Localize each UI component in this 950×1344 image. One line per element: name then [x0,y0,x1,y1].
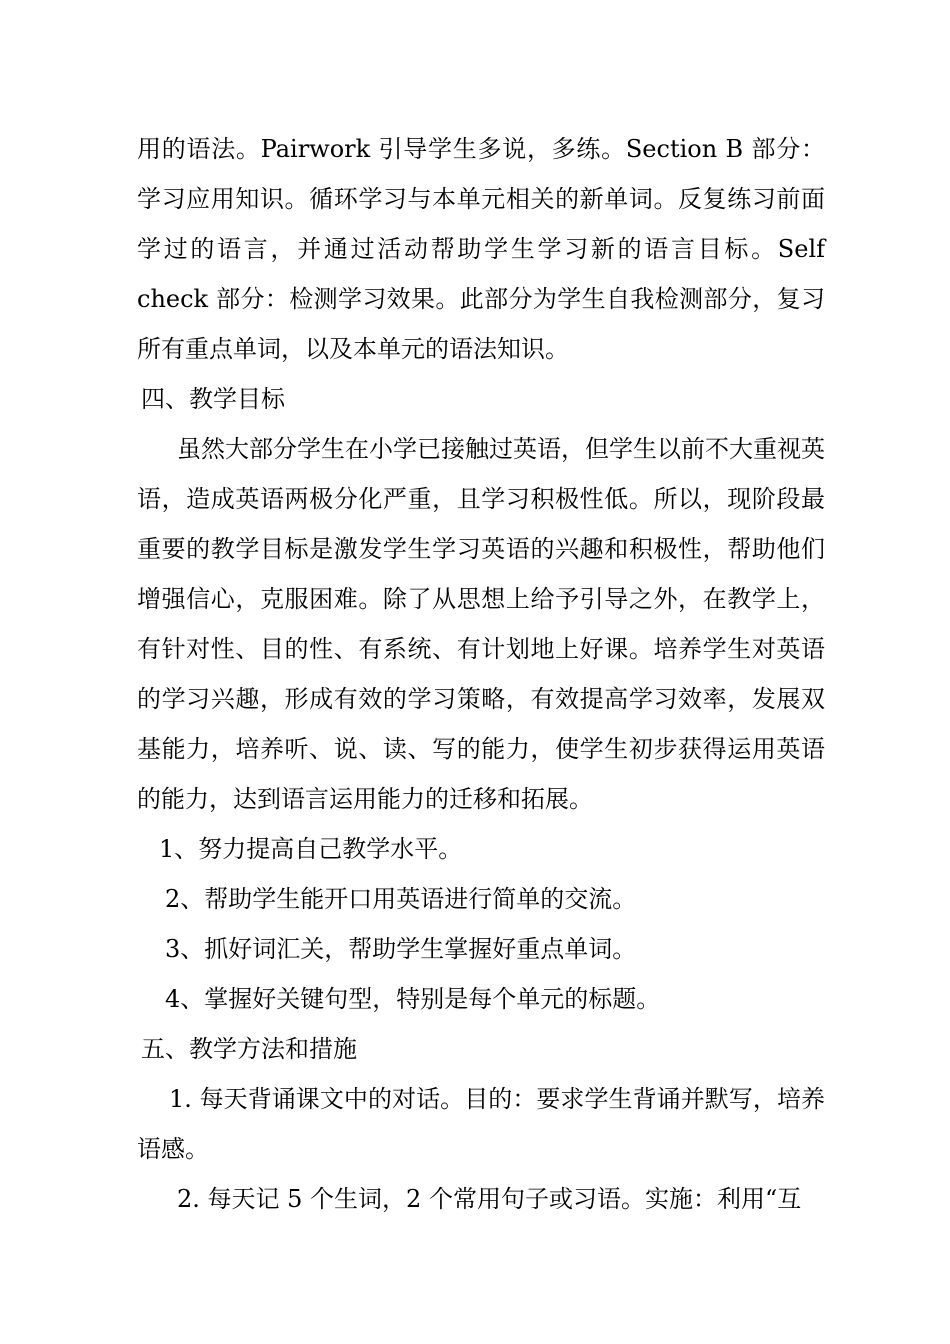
objectives-paragraph: 虽然大部分学生在小学已接触过英语，但学生以前不大重视英语，造成英语两极分化严重，且学习积极性低。所以，现阶段最重要的教学目标是激发学生学习英语的兴趣和积极性，帮助他们增强信心，克服困难。除了从思想上给予引导之外，在教学上，有针对性、目的性、有系统、有计划地上好课。培养学生对英语的学习兴趣，形成有效的学习策略，有效提高学习效率，发展双基能力，培养听、说、读、写的能力，使学生初步获得运用英语的能力，达到语言运用能力的迁移和拓展。 [137,435,825,813]
section-heading-objectives: 四、教学目标 [141,385,285,413]
method-item-2: 2. 每天记 5 个生词，2 个常用句子或习语。实施：利用“互 [177,1185,802,1213]
document-body [137,124,825,1224]
objective-item-4: 4、掌握好关键句型，特别是每个单元的标题。 [165,985,661,1013]
objective-item-2: 2、帮助学生能开口用英语进行简单的交流。 [165,885,637,913]
objective-item-3: 3、抓好词汇关，帮助学生掌握好重点单词。 [165,935,637,963]
intro-paragraph: 用的语法。Pairwork 引导学生多说，多练。Section B 部分：学习应用知识。循环学习与本单元相关的新单词。反复练习前面学过的语言，并通过活动帮助学生学习新的语言目标。Self check 部分：检测学习效果。此部分为学生自我检测部分，复习所有重点单词，以及本单元的语法知识。 [137,135,825,363]
section-heading-methods: 五、教学方法和措施 [141,1035,357,1063]
method-item-1: 1. 每天背诵课文中的对话。目的：要求学生背诵并默写，培养语感。 [137,1085,825,1163]
objective-item-1: 1、努力提高自己教学水平。 [159,835,463,863]
